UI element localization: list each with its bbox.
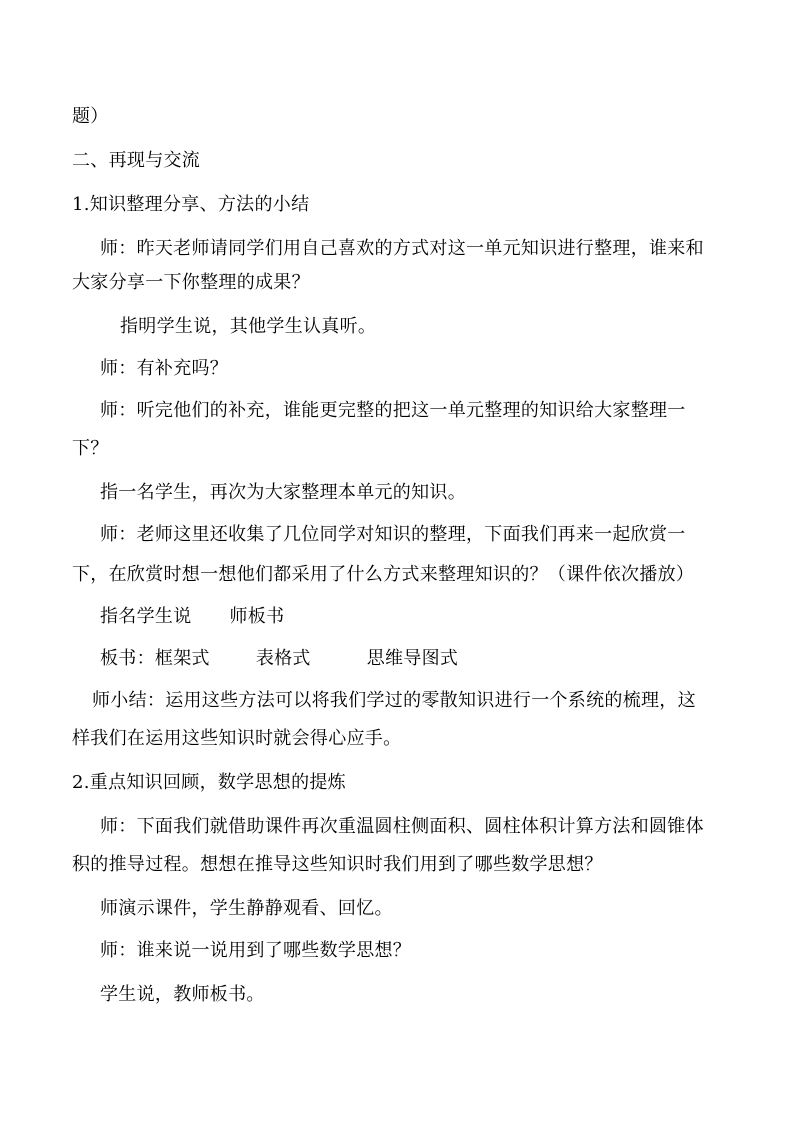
text-line: 师：谁来说一说用到了哪些数学思想？ (100, 940, 412, 961)
subsection-heading: 1.知识整理分享、方法的小结 (72, 194, 310, 215)
text-line: 样我们在运用这些知识时就会得心应手。 (72, 728, 402, 749)
text-line: 下，在欣赏时想一想他们都采用了什么方式来整理知识的？（课件依次播放） (72, 564, 695, 585)
text-segment: 思维导图式 (366, 648, 459, 669)
text-line: 大家分享一下你整理的成果？ (72, 272, 310, 293)
text-line: 师：老师这里还收集了几位同学对知识的整理，下面我们再来一起欣赏一 (100, 524, 686, 545)
section-heading: 二、再现与交流 (72, 150, 201, 171)
text-line: 师：有补充吗？ (100, 358, 229, 379)
text-line (100, 604, 284, 630)
text-segment: 师板书 (229, 606, 285, 627)
subsection-heading: 2.重点知识回顾，数学思想的提炼 (72, 772, 346, 793)
text-line: 师演示课件，学生静静观看、回忆。 (100, 898, 393, 919)
text-line: 师：听完他们的补充，谁能更完整的把这一单元整理的知识给大家整理一 (100, 400, 686, 421)
text-line: 学生说，教师板书。 (100, 984, 265, 1005)
text-line: 师：昨天老师请同学们用自己喜欢的方式对这一单元知识进行整理，谁来和 (100, 238, 704, 259)
text-line: 指一名学生，再次为大家整理本单元的知识。 (100, 482, 466, 503)
text-line: 师：下面我们就借助课件再次重温圆柱侧面积、圆柱体积计算方法和圆锥体 (100, 816, 704, 837)
text-segment: 表格式 (255, 648, 311, 669)
text-segment: 指名学生说 (100, 606, 192, 627)
text-line: 题） (72, 106, 109, 127)
text-line: 师小结：运用这些方法可以将我们学过的零散知识进行一个系统的梳理，这 (92, 690, 696, 711)
text-line (100, 646, 458, 672)
text-line: 指明学生说，其他学生认真听。 (120, 316, 377, 337)
text-line: 积的推导过程。想想在推导这些知识时我们用到了哪些数学思想？ (72, 854, 603, 875)
text-line: 下？ (72, 438, 109, 459)
text-segment: 板书：框架式 (100, 648, 210, 669)
